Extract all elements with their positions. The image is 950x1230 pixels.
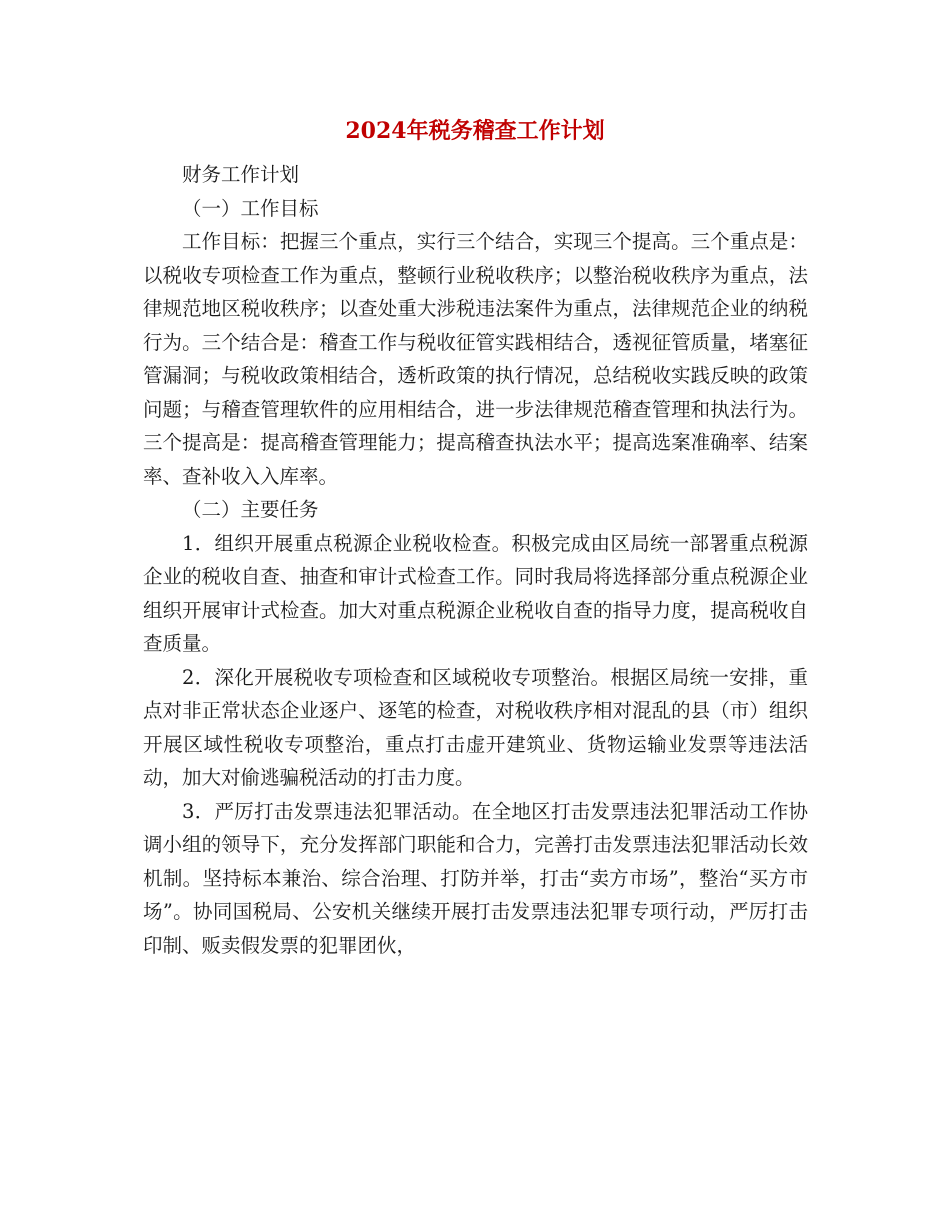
paragraph-heading: 财务工作计划 [182,163,300,186]
document-body [143,158,808,962]
paragraph-task-2: 2．深化开展税收专项检查和区域税收专项整治。根据区局统一安排，重点对非正常状态企业逐户、逐笔的检查，对税收秩序相对混乱的县（市）组织开展区域性税收专项整治，重点打击虚开建筑业、货物运输业发票等违法活动，加大对偷逃骗税活动的打击力度。 [143,665,808,789]
document-title: 2024年税务稽查工作计划 [345,118,605,144]
section-heading-tasks: （二）主要任务 [182,498,319,521]
section-heading-goals: （一）工作目标 [182,196,319,220]
paragraph-task-1: 1．组织开展重点税源企业税收检查。积极完成由区局统一部署重点税源企业的税收自查、抽查和审计式检查工作。同时我局将选择部分重点税源企业组织开展审计式检查。加大对重点税源企业税收自查的指导力度，提高税收自查质量。 [143,531,808,655]
paragraph-task-3: 3．严厉打击发票违法犯罪活动。在全地区打击发票违法犯罪活动工作协调小组的领导下，充分发挥部门职能和合力，完善打击发票违法犯罪活动长效机制。坚持标本兼治、综合治理、打防并举，打击“卖方市场”，整治“买方市场”。协同国税局、公安机关继续开展打击发票违法犯罪专项行动，严厉打击印制、贩卖假发票的犯罪团伙， [143,799,808,957]
paragraph-goals: 工作目标：把握三个重点，实行三个结合，实现三个提高。三个重点是：以税收专项检查工作为重点，整顿行业税收秩序；以整治税收秩序为重点，法律规范地区税收秩序；以查处重大涉税违法案件为重点，法律规范企业的纳税行为。三个结合是：稽查工作与税收征管实践相结合，透视征管质量，堵塞征管漏洞；与税收政策相结合，透析政策的执行情况，总结税收实践反映的政策问题；与稽查管理软件的应用相结合，进一步法律规范稽查管理和执法行为。三个提高是：提高稽查管理能力；提高稽查执法水平；提高选案准确率、结案率、查补收入入库率。 [143,230,808,488]
